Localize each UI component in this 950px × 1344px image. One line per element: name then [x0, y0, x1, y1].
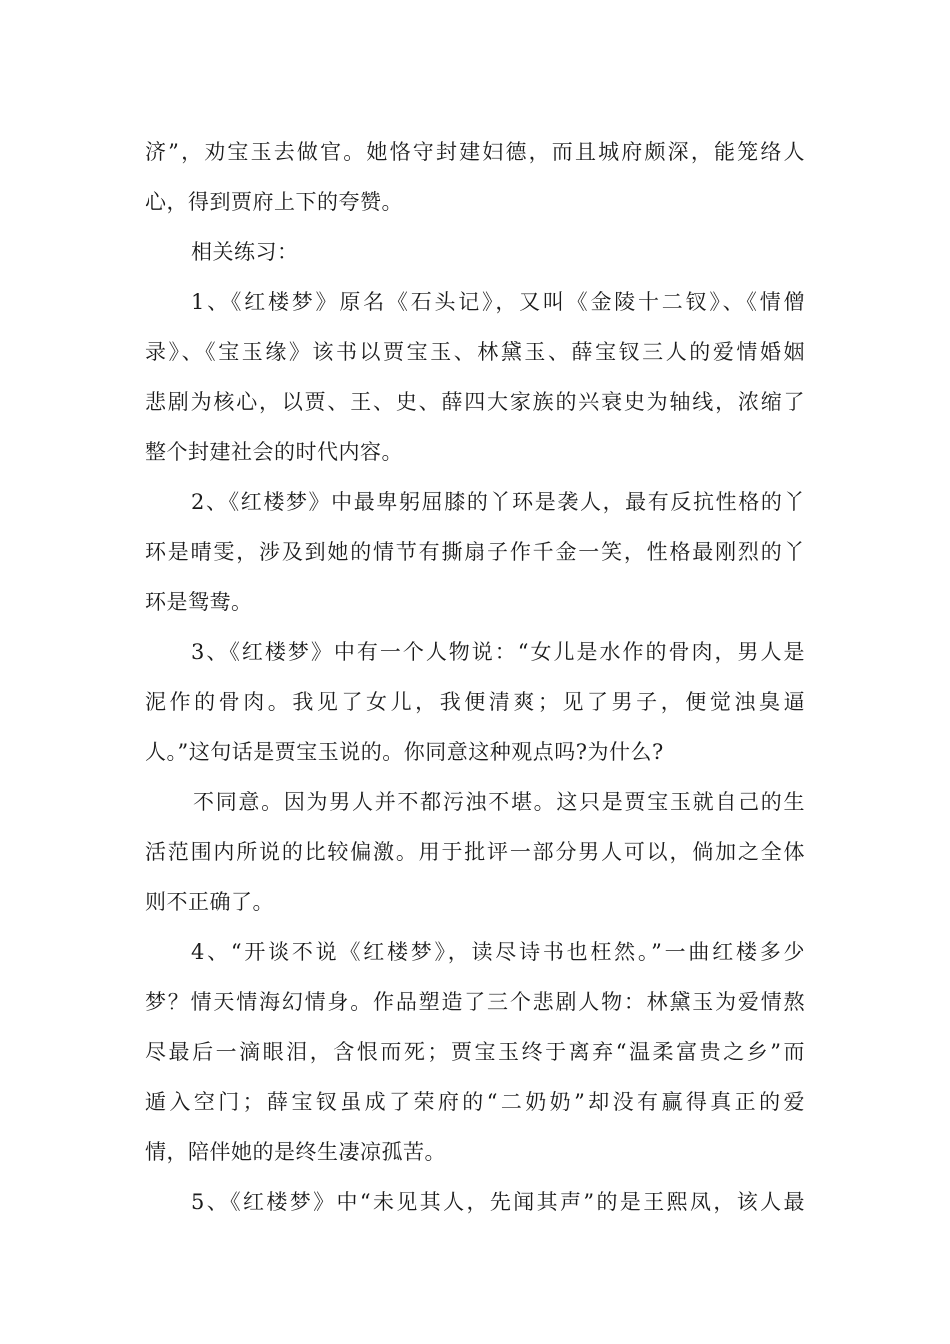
text-line: 泥作的骨肉。我见了女儿，我便清爽；见了男子，便觉浊臭逼	[145, 690, 805, 714]
text-line: 活范围内所说的比较偏激。用于批评一部分男人可以，倘加之全体	[145, 840, 805, 864]
text-line: 梦？情天情海幻情身。作品塑造了三个悲剧人物：林黛玉为爱情熬	[145, 990, 805, 1014]
text-line: 情，陪伴她的是终生凄凉孤苦。	[145, 1140, 446, 1164]
text-line: 遁入空门；薛宝钗虽成了荣府的“二奶奶”却没有赢得真正的爱	[145, 1090, 805, 1114]
text-line: 环是鸳鸯。	[145, 590, 253, 614]
text-line: 不同意。因为男人并不都污浊不堪。这只是贾宝玉就自己的生	[193, 790, 805, 814]
section-heading: 相关练习：	[191, 240, 299, 264]
text-line: 人。”这句话是贾宝玉说的。你同意这种观点吗?为什么?	[145, 740, 664, 764]
text-line: 录》、《宝玉缘》该书以贾宝玉、林黛玉、薛宝钗三人的爱情婚姻	[145, 340, 805, 364]
text-line: 则不正确了。	[145, 890, 274, 914]
text-line: 2、《红楼梦》中最卑躬屈膝的丫环是袭人，最有反抗性格的丫	[191, 490, 805, 514]
text-line: 5、《红楼梦》中“未见其人，先闻其声”的是王熙凤，该人最	[191, 1190, 805, 1214]
text-line: 心，得到贾府上下的夸赞。	[145, 190, 403, 214]
text-line: 3、《红楼梦》中有一个人物说：“女儿是水作的骨肉，男人是	[191, 640, 805, 664]
text-line: 济”，劝宝玉去做官。她恪守封建妇德，而且城府颇深，能笼络人	[145, 140, 805, 164]
text-line: 1、《红楼梦》原名《石头记》，又叫《金陵十二钗》、《情僧	[191, 290, 805, 314]
text-line: 环是晴雯，涉及到她的情节有撕扇子作千金一笑，性格最刚烈的丫	[145, 540, 805, 564]
text-line: 整个封建社会的时代内容。	[145, 440, 403, 464]
text-line: 悲剧为核心，以贾、王、史、薛四大家族的兴衰史为轴线，浓缩了	[145, 390, 805, 414]
text-line: 4、“开谈不说《红楼梦》，读尽诗书也枉然。”一曲红楼多少	[191, 940, 805, 964]
text-line: 尽最后一滴眼泪，含恨而死；贾宝玉终于离弃“温柔富贵之乡”而	[145, 1040, 805, 1064]
